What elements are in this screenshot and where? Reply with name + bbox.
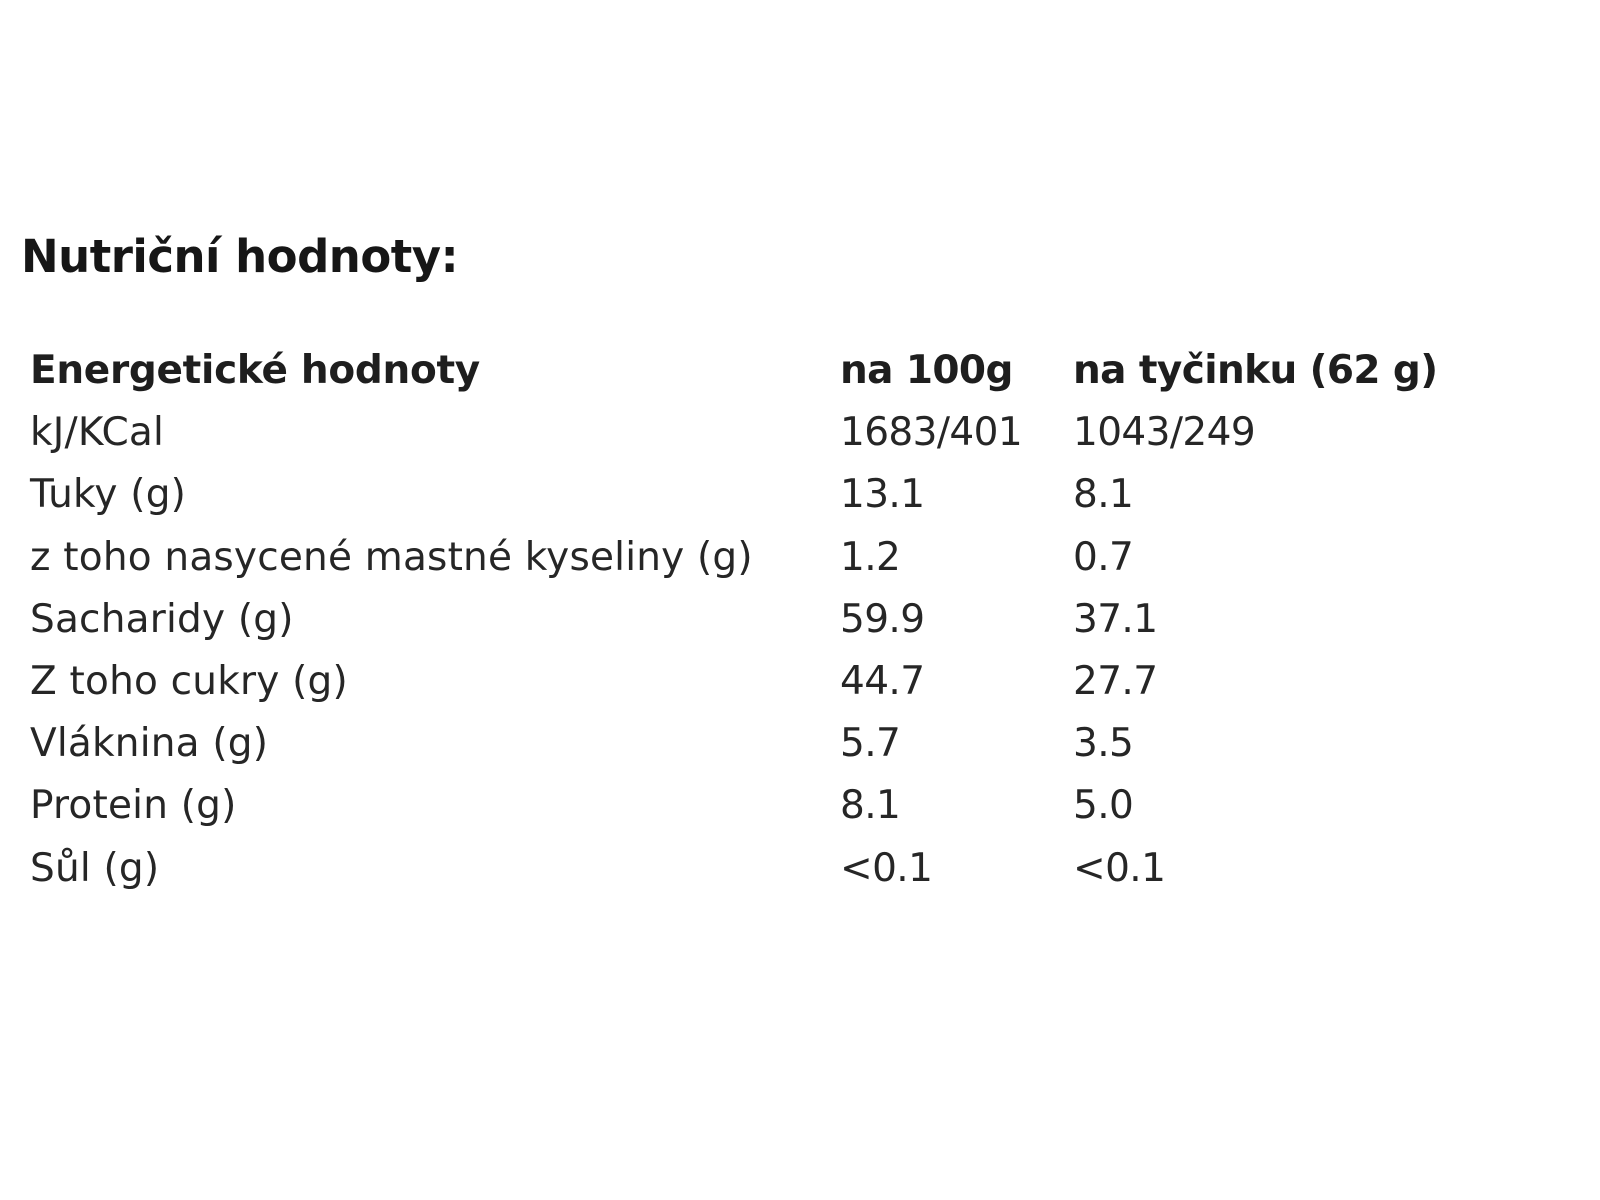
nutrient-name: Vláknina (g) — [30, 721, 269, 767]
table-row — [30, 589, 1453, 651]
column-header-name: Energetické hodnoty — [30, 348, 480, 394]
table-header-row — [30, 340, 1453, 402]
nutrient-name: Z toho cukry (g) — [30, 659, 348, 705]
page-title: Nutriční hodnoty: — [21, 230, 459, 283]
value-per-100g: 1683/401 — [840, 410, 1023, 456]
value-per-bar: 3.5 — [1073, 721, 1134, 767]
value-per-bar: 37.1 — [1073, 596, 1158, 642]
nutrient-name: kJ/KCal — [30, 410, 165, 456]
value-per-bar: 1043/249 — [1073, 410, 1256, 456]
value-per-100g: 44.7 — [840, 659, 925, 705]
column-header-per-100g: na 100g — [840, 348, 1013, 394]
nutrient-name: Sacharidy (g) — [30, 596, 294, 642]
value-per-bar: 0.7 — [1073, 534, 1134, 580]
table-row — [30, 713, 1453, 775]
table-row — [30, 775, 1453, 837]
nutrient-name: z toho nasycené mastné kyseliny (g) — [30, 534, 753, 580]
table-row — [30, 838, 1453, 900]
table-row — [30, 402, 1453, 464]
nutrition-table — [30, 340, 1453, 900]
value-per-bar: <0.1 — [1073, 845, 1166, 891]
value-per-100g: 8.1 — [840, 783, 901, 829]
nutrient-name: Protein (g) — [30, 783, 237, 829]
table-row — [30, 464, 1453, 526]
value-per-bar: 27.7 — [1073, 659, 1158, 705]
value-per-bar: 5.0 — [1073, 783, 1134, 829]
table-row — [30, 651, 1453, 713]
value-per-100g: 5.7 — [840, 721, 901, 767]
value-per-100g: 13.1 — [840, 472, 925, 518]
nutrient-name: Sůl (g) — [30, 845, 160, 891]
value-per-100g: 59.9 — [840, 596, 925, 642]
value-per-100g: <0.1 — [840, 845, 933, 891]
table-row — [30, 527, 1453, 589]
column-header-per-bar: na tyčinku (62 g) — [1073, 348, 1438, 394]
value-per-bar: 8.1 — [1073, 472, 1134, 518]
nutrient-name: Tuky (g) — [30, 472, 187, 518]
value-per-100g: 1.2 — [840, 534, 901, 580]
